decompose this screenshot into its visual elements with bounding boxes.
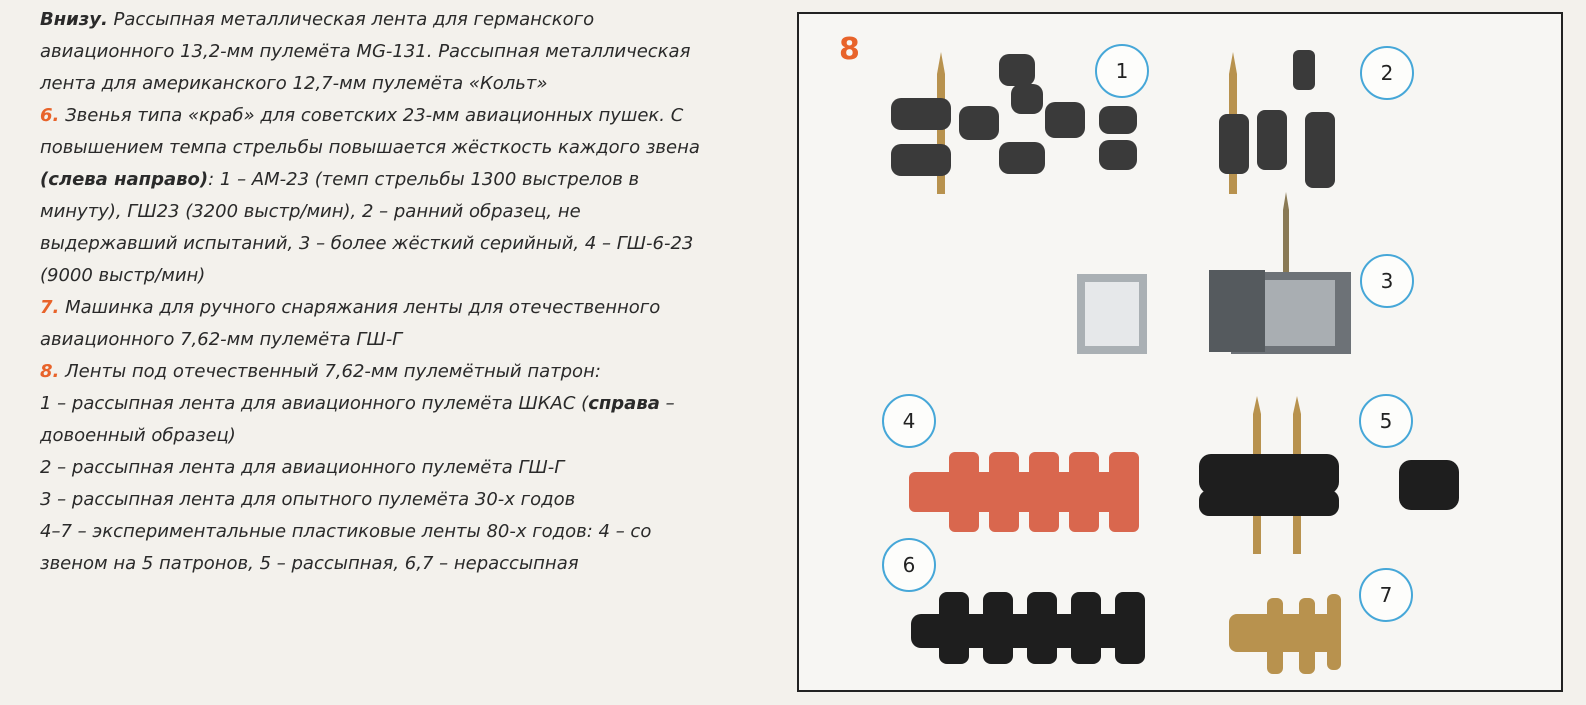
caption-bold: (слева направо) [40, 169, 209, 190]
caption-line [40, 356, 790, 388]
caption-bold: Внизу. [40, 9, 108, 30]
caption-line [40, 388, 790, 420]
caption-segment: авиационного 7,62-мм пулемёта ГШ-Г [40, 329, 403, 350]
caption-segment: 4–7 – экспериментальные пластиковые ленты 80-х годов: 4 – со [40, 521, 652, 542]
belt-5-illustration [1199, 396, 1459, 554]
item-number: 6. [40, 105, 60, 126]
caption-segment: – [659, 393, 675, 414]
caption-segment: Машинка для ручного снаряжания ленты для отечественного [59, 297, 661, 318]
caption-line [40, 452, 790, 484]
caption-text [40, 4, 790, 580]
caption-segment: Ленты под отечественный 7,62-мм пулемётный патрон: [59, 361, 601, 382]
caption-line [40, 324, 790, 356]
marker-2: 2 [1360, 46, 1414, 100]
caption-segment: звеном на 5 патронов, 5 – рассыпная, 6,7 – нерассыпная [40, 553, 579, 574]
caption-line [40, 260, 790, 292]
caption-line [40, 516, 790, 548]
marker-1: 1 [1095, 44, 1149, 98]
caption-segment: Звенья типа «краб» для советских 23-мм авиационных пушек. С [59, 105, 684, 126]
caption-line [40, 292, 790, 324]
belt-2-illustration [1219, 50, 1335, 194]
caption-line [40, 196, 790, 228]
caption-segment: повышением темпа стрельбы повышается жёсткость каждого звена [40, 137, 700, 158]
caption-segment: 2 – рассыпная лента для авиационного пулемёта ГШ-Г [40, 457, 565, 478]
marker-3: 3 [1360, 254, 1414, 308]
belt-4-illustration [909, 452, 1139, 532]
caption-line [40, 164, 790, 196]
caption-segment: Рассыпная металлическая лента для германского [107, 9, 595, 30]
caption-line [40, 68, 790, 100]
caption-line [40, 4, 790, 36]
marker-7: 7 [1359, 568, 1413, 622]
item-number: 7. [40, 297, 60, 318]
caption-line [40, 484, 790, 516]
item-number: 8. [40, 361, 60, 382]
caption-line [40, 132, 790, 164]
caption-line [40, 548, 790, 580]
belt-3-illustration [1077, 192, 1351, 354]
plate-number: 8 [839, 32, 860, 67]
ammo-belts-photo [797, 12, 1563, 692]
belt-7-illustration [1229, 594, 1341, 674]
caption-segment: лента для американского 12,7-мм пулемёта «Кольт» [40, 73, 548, 94]
caption-segment: выдержавший испытаний, 3 – более жёсткий серийный, 4 – ГШ-6-23 [40, 233, 694, 254]
caption-line [40, 420, 790, 452]
marker-5: 5 [1359, 394, 1413, 448]
caption-line [40, 100, 790, 132]
caption-segment: 3 – рассыпная лента для опытного пулемёта 30-х годов [40, 489, 576, 510]
marker-6: 6 [882, 538, 936, 592]
caption-segment: авиационного 13,2-мм пулемёта MG-131. Рассыпная металлическая [40, 41, 691, 62]
caption-segment: довоенный образец) [40, 425, 236, 446]
caption-bold: справа [588, 393, 660, 414]
caption-segment: (9000 выстр/мин) [40, 265, 206, 286]
caption-line [40, 36, 790, 68]
marker-4: 4 [882, 394, 936, 448]
caption-segment: минуту), ГШ23 (3200 выстр/мин), 2 – ранний образец, не [40, 201, 581, 222]
caption-line [40, 228, 790, 260]
caption-segment: 1 – рассыпная лента для авиационного пулемёта ШКАС ( [40, 393, 589, 414]
belt-6-illustration [911, 592, 1145, 664]
caption-segment: : 1 – АМ-23 (темп стрельбы 1300 выстрелов в [208, 169, 640, 190]
